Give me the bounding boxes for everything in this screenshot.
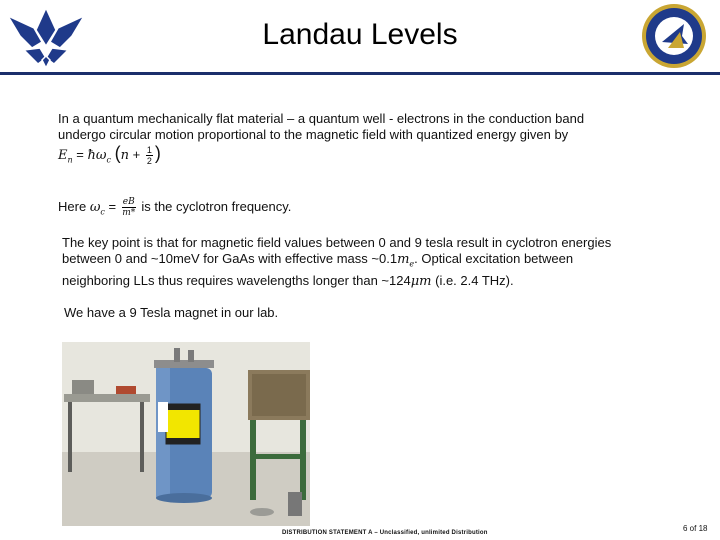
header-rule	[0, 72, 720, 75]
key-paragraph	[62, 235, 611, 290]
eq-fraction	[122, 197, 136, 218]
intro-line: undergo circular motion proportional to the magnetic field with quantized energy given by	[58, 127, 569, 142]
eq-plus: +	[132, 147, 141, 162]
lab-magnet-photo	[62, 342, 310, 526]
eq-equals: =	[76, 147, 84, 162]
eq-equals: =	[108, 198, 117, 214]
key-text: (i.e. 2.4 THz).	[431, 272, 514, 288]
eq-denominator: m*	[122, 208, 136, 218]
cyclotron-line	[58, 197, 291, 221]
key-line	[62, 251, 611, 273]
eq-subscript: c	[100, 207, 105, 217]
eq-symbol: μm	[410, 273, 432, 289]
eq-numerator: eB	[122, 197, 135, 207]
key-line: The key point is that for magnetic field values between 0 and 9 tesla result in cyclotron energies	[62, 235, 612, 250]
eq-paren: )	[154, 143, 161, 163]
eq-numerator: 1	[146, 145, 152, 156]
eq-symbol: m	[397, 252, 410, 267]
intro-paragraph	[58, 111, 584, 143]
eq-denominator: 2	[146, 156, 152, 167]
page-number: 6 of 18	[683, 524, 708, 533]
eq-symbol: ω	[89, 199, 101, 215]
eq-hbar-omega: ħω	[87, 148, 107, 163]
key-text: . Optical excitation between	[414, 251, 574, 266]
eq-fraction	[146, 145, 153, 166]
page-title: Landau Levels	[262, 18, 458, 51]
intro-line: In a quantum mechanically flat material – a quantum well - electrons in the conduction band	[58, 111, 585, 126]
energy-equation	[58, 145, 161, 169]
lab-caption: We have a 9 Tesla magnet in our lab.	[64, 305, 279, 320]
eq-paren: (	[114, 143, 121, 163]
key-text: between 0 and ~10meV for GaAs with effective mass ~0.1	[62, 251, 398, 266]
key-text: neighboring LLs thus requires wavelengths longer than ~124	[62, 272, 411, 288]
eq-subscript: c	[106, 155, 111, 165]
here-text: is the cyclotron frequency.	[141, 198, 292, 214]
distribution-statement: DISTRIBUTION STATEMENT A – Unclassified, unlimited Distribution	[282, 530, 488, 536]
eq-subscript: n	[67, 155, 73, 165]
eq-symbol: E	[58, 148, 68, 163]
eq-subscript: e	[409, 259, 415, 269]
afrl-seal-icon	[640, 2, 708, 70]
here-text: Here	[58, 198, 87, 214]
key-line	[62, 273, 611, 290]
eq-symbol: n	[120, 148, 129, 163]
